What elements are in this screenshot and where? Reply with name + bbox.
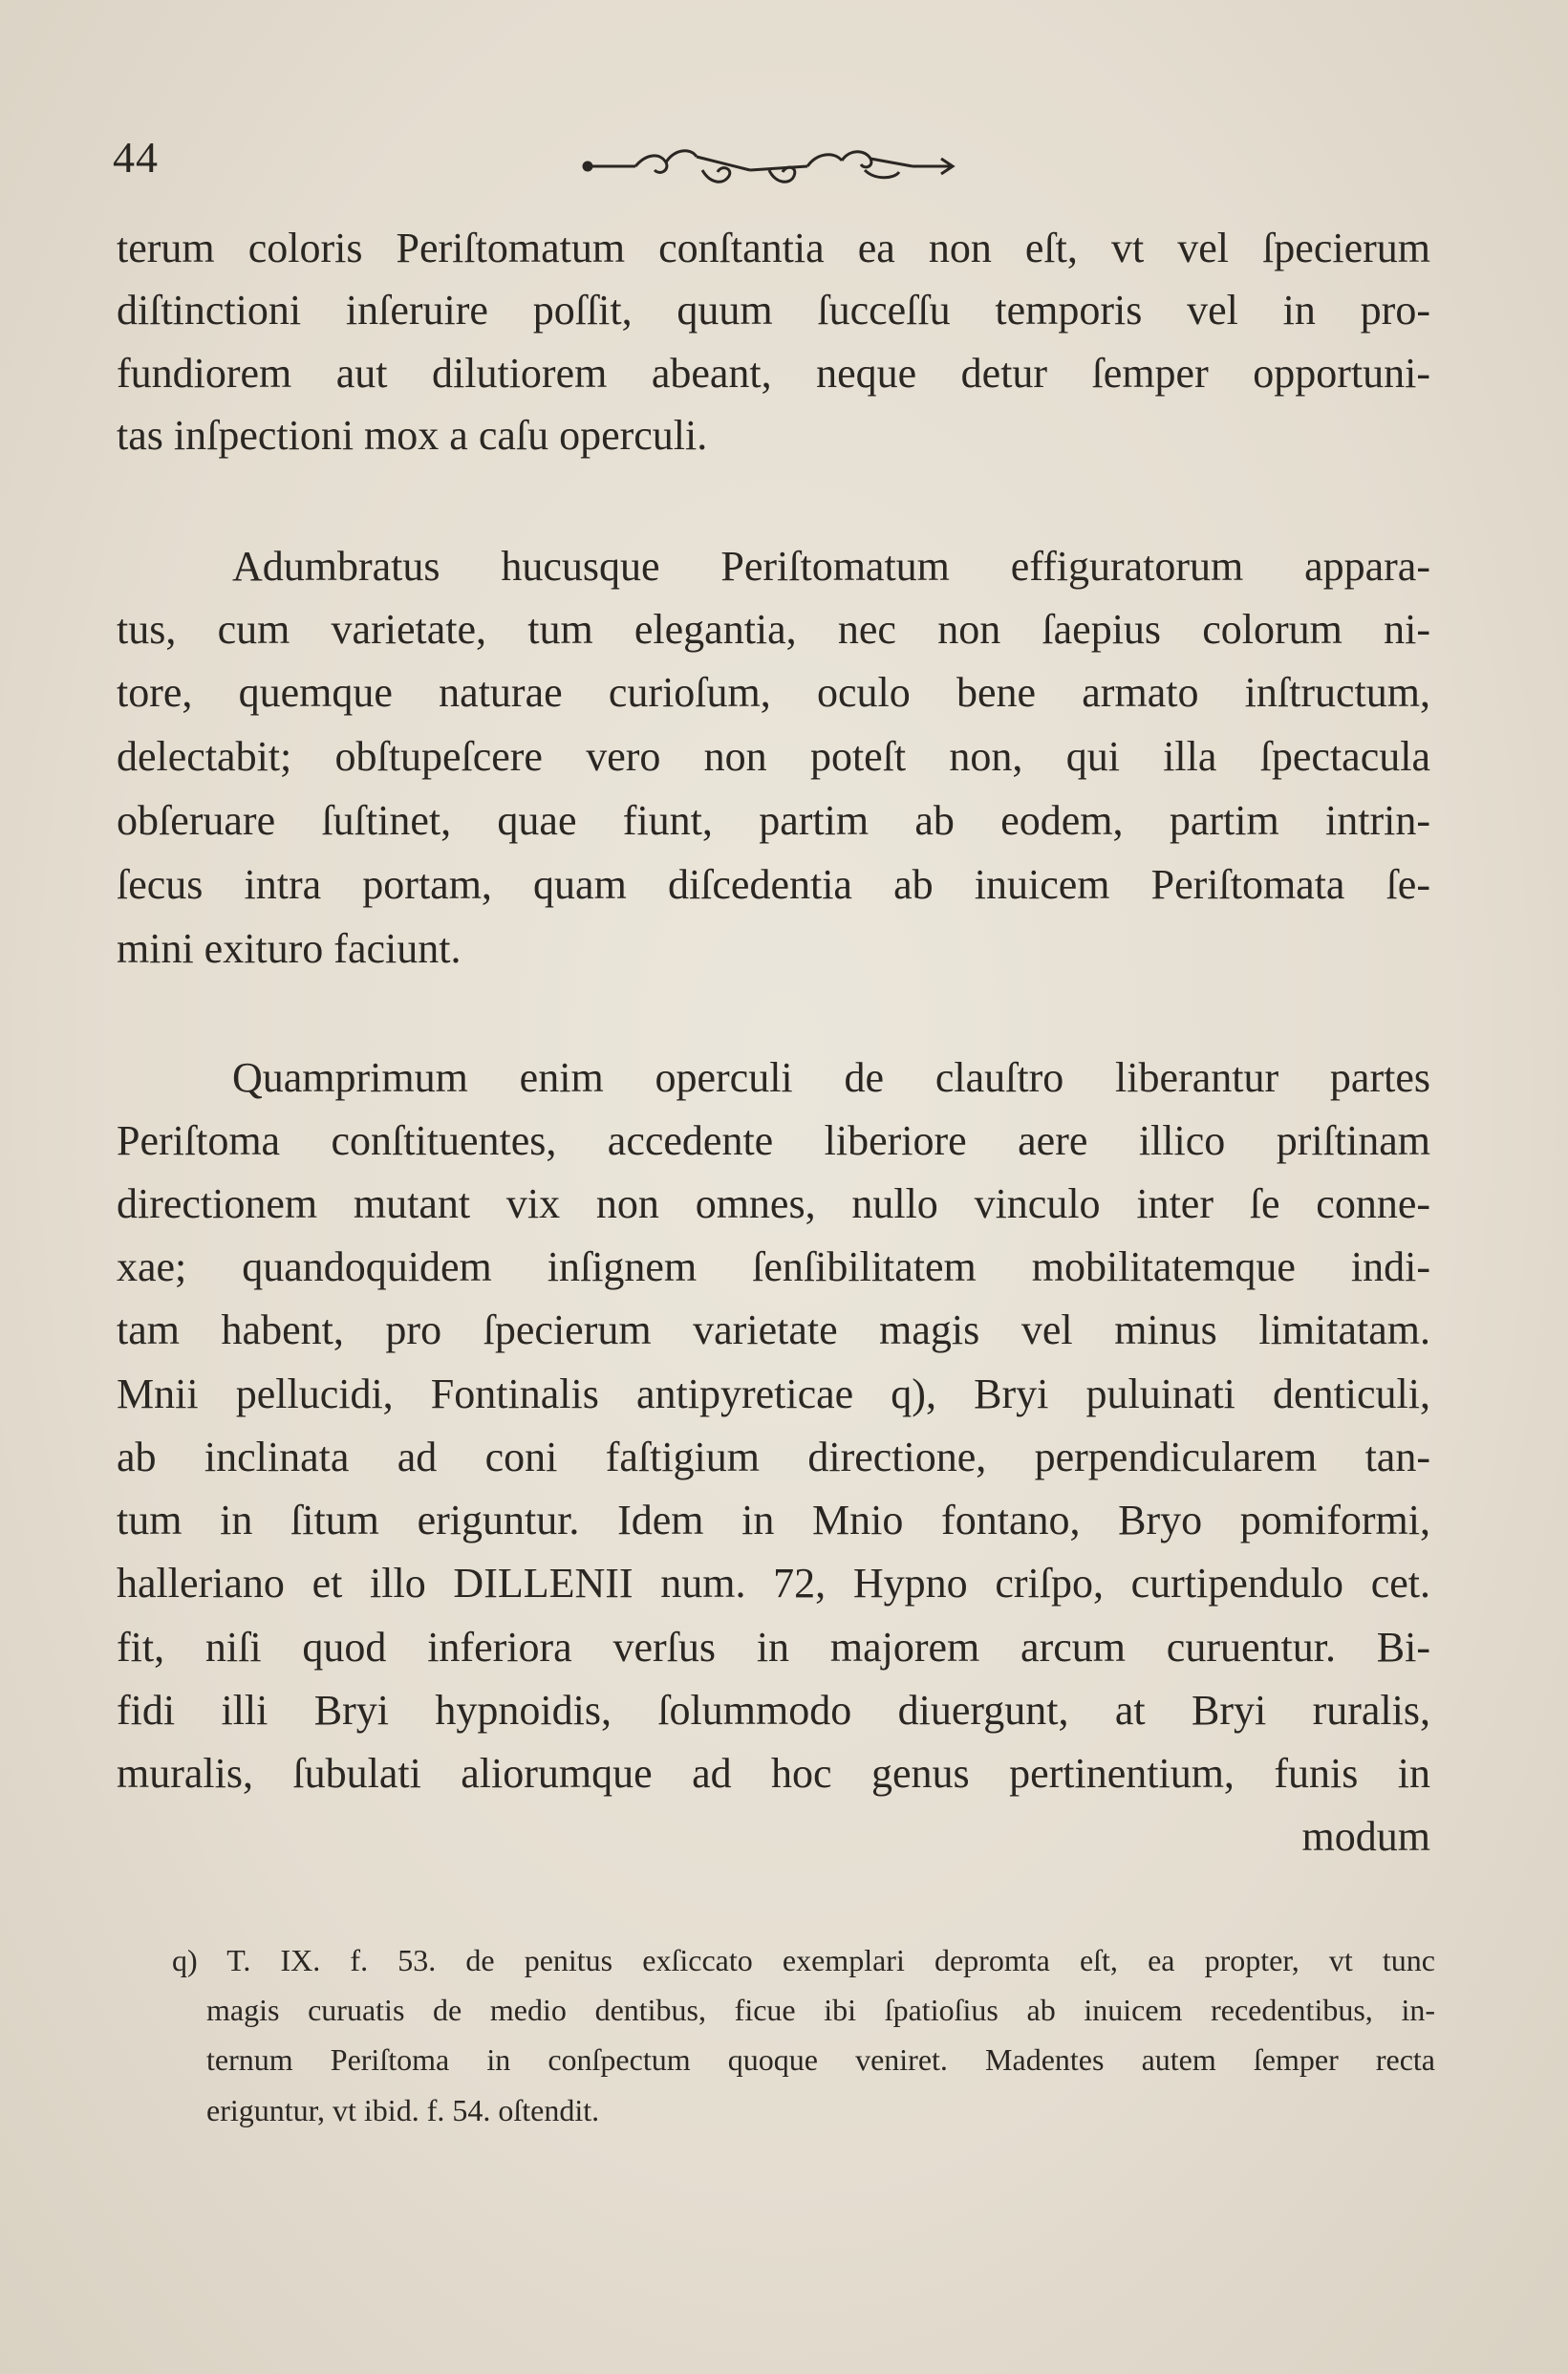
text-line: terum coloris Periſtomatum conſtantia ea non eſt, vt vel ſpecierum xyxy=(117,225,1430,271)
text-line: tus, cum varietate, tum elegantia, nec non ſaepius colorum ni- xyxy=(117,606,1430,653)
page-number: 44 xyxy=(113,133,159,182)
text-line: Adumbratus hucusque Periſtomatum effiguratorum appara- xyxy=(232,543,1430,590)
text-line: tore, quemque naturae curioſum, oculo bene armato inſtructum, xyxy=(117,669,1430,716)
text-line: xae; quandoquidem inſignem ſenſibilitatem mobilitatemque indi- xyxy=(117,1243,1430,1290)
footnote-line: eriguntur, vt ibid. f. 54. oſtendit. xyxy=(206,2093,600,2127)
text-line: obſeruare ſuſtinet, quae fiunt, partim ab eodem, partim intrin- xyxy=(117,797,1430,844)
text-line: muralis, ſubulati aliorumque ad hoc genus pertinentium, funis in xyxy=(117,1750,1430,1797)
text-line: Periſtoma conſtituentes, accedente liberiore aere illico priſtinam xyxy=(117,1117,1430,1164)
catchword: modum xyxy=(1301,1813,1430,1860)
text-line: mini exituro faciunt. xyxy=(117,925,462,972)
text-line: halleriano et illo DILLENII num. 72, Hypno criſpo, curtipendulo cet. xyxy=(117,1560,1430,1607)
text-line: Mnii pellucidi, Fontinalis antipyreticae q), Bryi puluinati denticuli, xyxy=(117,1370,1430,1417)
footnote-line: ternum Periſtoma in conſpectum quoque veniret. Madentes autem ſemper recta xyxy=(206,2042,1435,2077)
text-line: diſtinctioni inſeruire poſſit, quum ſucceſſu temporis vel in pro- xyxy=(117,287,1430,334)
text-line: ſecus intra portam, quam diſcedentia ab inuicem Periſtomata ſe- xyxy=(117,861,1430,908)
text-line: tam habent, pro ſpecierum varietate magis vel minus limitatam. xyxy=(117,1306,1430,1353)
footnote-line: q) T. IX. f. 53. de penitus exſiccato exemplari depromta eſt, ea propter, vt tunc xyxy=(172,1943,1435,1977)
text-line: tum in ſitum eriguntur. Idem in Mnio fontano, Bryo pomiformi, xyxy=(117,1497,1430,1543)
text-line: fundiorem aut dilutiorem abeant, neque detur ſemper opportuni- xyxy=(117,350,1430,397)
text-line: fidi illi Bryi hypnoidis, ſolummodo diuergunt, at Bryi ruralis, xyxy=(117,1687,1430,1734)
text-line: delectabit; obſtupeſcere vero non poteſt non, qui illa ſpectacula xyxy=(117,733,1430,780)
printer-ornament-icon xyxy=(578,132,960,199)
text-line: fit, niſi quod inferiora verſus in majorem arcum curuentur. Bi- xyxy=(117,1624,1430,1671)
text-line: directionem mutant vix non omnes, nullo vinculo inter ſe conne- xyxy=(117,1180,1430,1227)
text-line: ab inclinata ad coni faſtigium directione, perpendicularem tan- xyxy=(117,1434,1430,1480)
text-line: Quamprimum enim operculi de clauſtro liberantur partes xyxy=(232,1054,1430,1101)
text-line: tas inſpectioni mox a caſu operculi. xyxy=(117,412,708,459)
footnote-line: magis curuatis de medio dentibus, ficue ibi ſpatioſius ab inuicem recedentibus, in- xyxy=(206,1993,1435,2027)
